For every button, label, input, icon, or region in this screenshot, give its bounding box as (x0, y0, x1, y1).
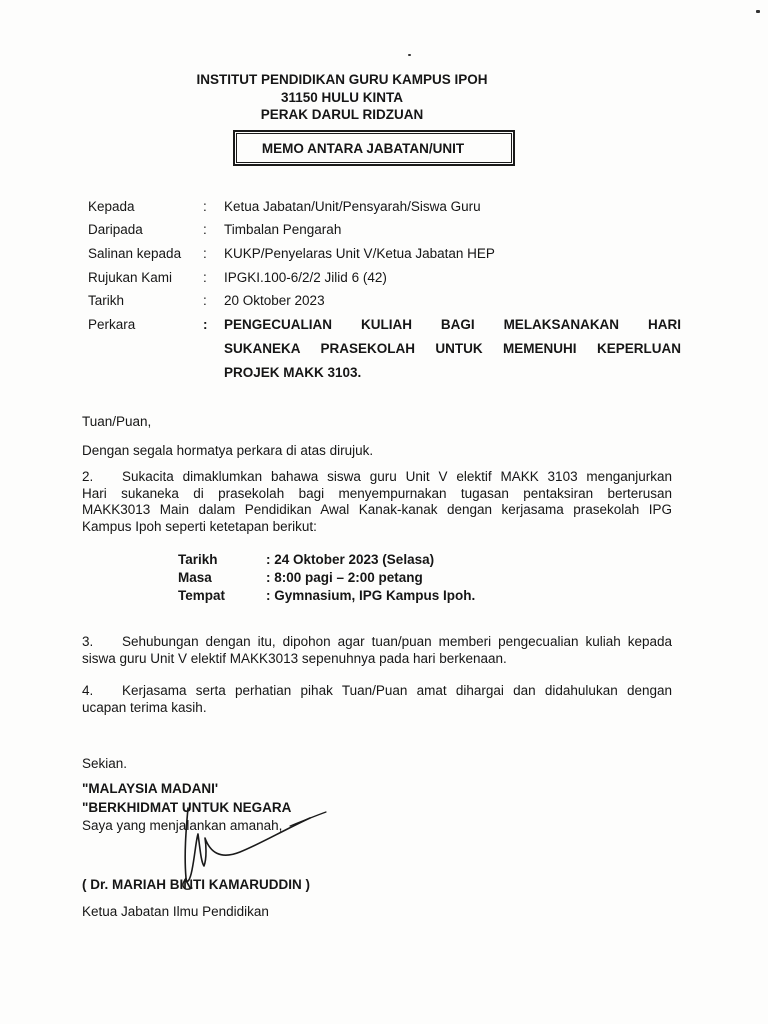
paragraph-4 (82, 683, 672, 716)
paragraph-3 (82, 634, 672, 667)
institution-name: INSTITUT PENDIDIKAN GURU KAMPUS IPOH (196, 72, 488, 87)
paragraph-line: MAKK3013 Main dalam Pendidikan Awal Kanak-kanak dengan kerjasama prasekolah IPG (82, 502, 672, 517)
motto-berkhidmat: "BERKHIDMAT UNTUK NEGARA (82, 800, 292, 815)
memo-title: MEMO ANTARA JABATAN/UNIT (261, 140, 465, 156)
field-colon: : (203, 270, 207, 285)
state: PERAK DARUL RIDZUAN (260, 107, 424, 122)
paragraph-line: ucapan terima kasih. (82, 699, 207, 715)
field-colon: : (203, 293, 207, 308)
field-label-salinan: Salinan kepada (88, 246, 182, 261)
paragraph-line: siswa guru Unit V elektif MAKK3013 sepenuhnya pada hari berkenaan. (82, 650, 507, 666)
subject-line: PENGECUALIAN KULIAH BAGI MELAKSANAKAN HARI (224, 317, 681, 332)
detail-label-tempat: Tempat (178, 588, 226, 603)
field-value-daripada: Timbalan Pengarah (224, 222, 342, 237)
scan-speck (408, 54, 411, 56)
field-value-kepada: Ketua Jabatan/Unit/Pensyarah/Siswa Guru (224, 199, 481, 214)
field-colon: : (203, 246, 207, 261)
field-colon: : (203, 317, 208, 332)
paragraph-line: Sehubungan dengan itu, dipohon agar tuan/puan memberi pengecualian kuliah kepada (122, 634, 672, 649)
postcode-town: 31150 HULU KINTA (280, 89, 404, 105)
field-colon: : (203, 222, 207, 237)
field-label-perkara: Perkara (88, 317, 136, 332)
signatory-name: ( Dr. MARIAH BINTI KAMARUDDIN ) (82, 877, 310, 892)
paragraph-line: Kampus Ipoh seperti ketetapan berikut: (82, 518, 317, 534)
paragraph-line: Hari sukaneka di prasekolah bagi menyempurnakan tugasan pentaksiran berterusan (82, 485, 672, 501)
paragraph-line: Kerjasama serta perhatian pihak Tuan/Puan amat dihargai dan didahulukan dengan (122, 683, 672, 698)
motto-malaysia-madani: "MALAYSIA MADANI' (82, 781, 219, 796)
trust-statement: Saya yang menjalankan amanah, (82, 818, 283, 833)
field-label-daripada: Daripada (88, 222, 143, 237)
paragraph-number: 3. (82, 634, 94, 649)
field-value-salinan: KUKP/Penyelaras Unit V/Ketua Jabatan HEP (224, 246, 495, 261)
field-value-tarikh: 20 Oktober 2023 (224, 293, 325, 308)
signatory-position: Ketua Jabatan Ilmu Pendidikan (82, 904, 269, 919)
letterhead (0, 71, 768, 124)
paragraph-2 (82, 469, 672, 535)
detail-label-masa: Masa (178, 570, 212, 585)
detail-value-tarikh: : 24 Oktober 2023 (Selasa) (266, 552, 435, 567)
subject-line: SUKANEKA PRASEKOLAH UNTUK MEMENUHI KEPERLUAN (224, 341, 681, 356)
detail-value-tempat: : Gymnasium, IPG Kampus Ipoh. (266, 588, 476, 603)
field-label-tarikh: Tarikh (88, 293, 125, 308)
memo-title-box (233, 130, 515, 166)
opening-line: Dengan segala hormatya perkara di atas dirujuk. (82, 443, 374, 458)
scan-speck (756, 10, 760, 13)
paragraph-number: 4. (82, 683, 94, 698)
closing-sekian: Sekian. (82, 756, 128, 771)
field-label-rujukan: Rujukan Kami (88, 270, 173, 285)
field-colon: : (203, 199, 207, 214)
paragraph-number: 2. (82, 469, 94, 484)
subject-line: PROJEK MAKK 3103. (224, 365, 362, 380)
detail-label-tarikh: Tarikh (178, 552, 218, 567)
field-label-kepada: Kepada (88, 199, 135, 214)
field-value-rujukan: IPGKI.100-6/2/2 Jilid 6 (42) (224, 270, 387, 285)
paragraph-line: Sukacita dimaklumkan bahawa siswa guru Unit V elektif MAKK 3103 menganjurkan (122, 469, 672, 484)
detail-value-masa: : 8:00 pagi – 2:00 petang (266, 570, 423, 585)
salutation: Tuan/Puan, (82, 414, 152, 429)
